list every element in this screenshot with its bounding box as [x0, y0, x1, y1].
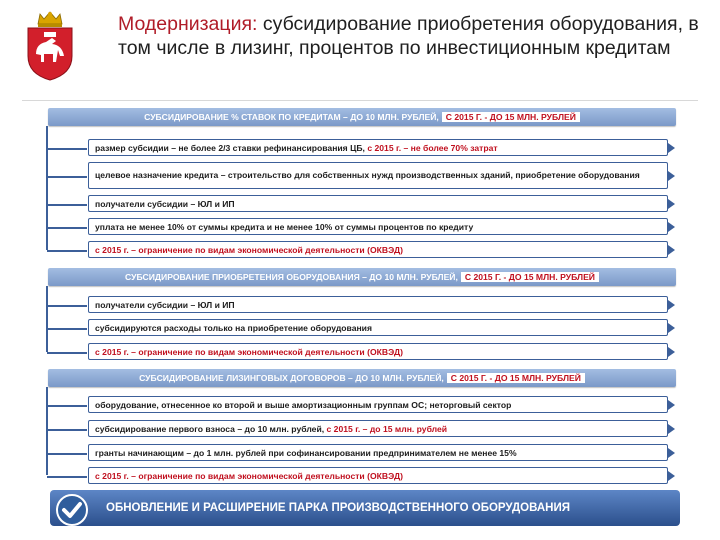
list-item: уплата не менее 10% от суммы кредита и не менее 10% от суммы процентов по кредиту	[88, 218, 668, 235]
list-item: с 2015 г. – ограничение по видам экономической деятельности (ОКВЭД)	[88, 241, 668, 258]
list-item: субсидируются расходы только на приобретение оборудования	[88, 319, 668, 336]
band-label: СУБСИДИРОВАНИЕ ЛИЗИНГОВЫХ ДОГОВОРОВ – ДО 10 МЛН. РУБЛЕЙ,	[139, 373, 444, 383]
band-highlight: С 2015 Г. - ДО 15 МЛН. РУБЛЕЙ	[461, 272, 599, 282]
list-item: оборудование, отнесенное ко второй и выше амортизационным группам ОС; неторговый сектор	[88, 396, 668, 413]
slide-title-accent: Модернизация:	[118, 13, 258, 35]
slide-title-text: субсидирование приобретения оборудования, в том числе в лизинг, процентов по инвестиционным кредитам	[118, 13, 699, 59]
section-bracket	[46, 286, 48, 352]
section-band-equipment	[48, 268, 676, 286]
list-item: субсидирование первого взноса – до 10 млн. рублей, с 2015 г. – до 15 млн. рублей	[88, 420, 668, 437]
band-label: СУБСИДИРОВАНИЕ % СТАВОК ПО КРЕДИТАМ – ДО 10 МЛН. РУБЛЕЙ,	[144, 112, 439, 122]
list-item: размер субсидии – не более 2/3 ставки рефинансирования ЦБ, с 2015 г. – не более 70% затрат	[88, 139, 668, 156]
title-divider	[22, 100, 698, 101]
list-item: целевое назначение кредита – строительство для собственных нужд производственных зданий, приобретение оборудования	[88, 162, 668, 189]
list-item: с 2015 г. – ограничение по видам экономической деятельности (ОКВЭД)	[88, 467, 668, 484]
coat-of-arms-icon	[22, 10, 78, 82]
section-band-interest-rates	[48, 108, 676, 126]
summary-banner	[50, 490, 680, 526]
list-item: с 2015 г. – ограничение по видам экономической деятельности (ОКВЭД)	[88, 343, 668, 360]
section-band-leasing	[48, 369, 676, 387]
band-highlight: С 2015 Г. - ДО 15 МЛН. РУБЛЕЙ	[442, 112, 580, 122]
section-bracket	[46, 387, 48, 475]
band-highlight: С 2015 Г. - ДО 15 МЛН. РУБЛЕЙ	[447, 373, 585, 383]
slide-title	[118, 12, 708, 60]
list-item: гранты начинающим – до 1 млн. рублей при софинансировании предпринимателем не менее 15%	[88, 444, 668, 461]
band-label: СУБСИДИРОВАНИЕ ПРИОБРЕТЕНИЯ ОБОРУДОВАНИЯ – ДО 10 МЛН. РУБЛЕЙ,	[125, 272, 458, 282]
section-bracket	[46, 126, 48, 250]
summary-banner-label: ОБНОВЛЕНИЕ И РАСШИРЕНИЕ ПАРКА ПРОИЗВОДСТВЕННОГО ОБОРУДОВАНИЯ	[106, 502, 570, 514]
list-item: получатели субсидии – ЮЛ и ИП	[88, 195, 668, 212]
list-item: получатели субсидии – ЮЛ и ИП	[88, 296, 668, 313]
checkmark-icon	[56, 494, 88, 526]
